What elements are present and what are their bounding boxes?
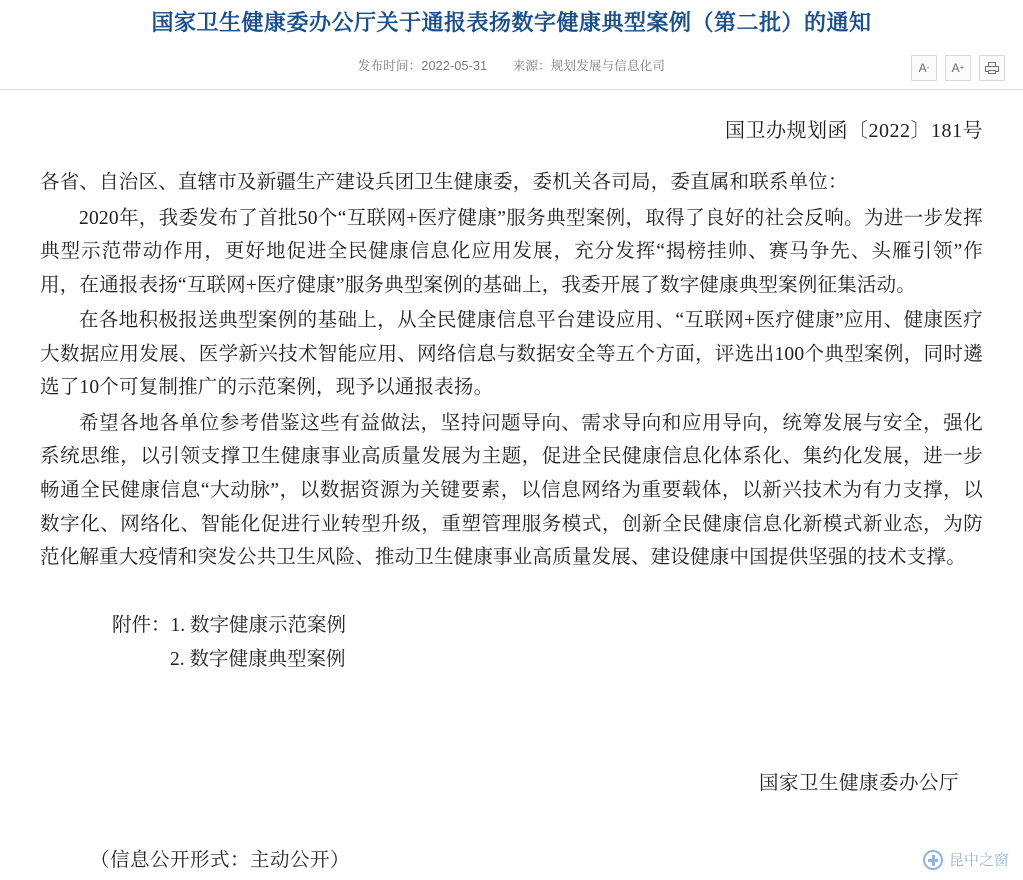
disclosure-note: （信息公开形式：主动公开）	[90, 850, 351, 872]
decrease-font-button[interactable]	[911, 55, 937, 81]
document-number: 国卫办规划函〔2022〕181号	[725, 119, 983, 142]
attachments-label: 附件：	[112, 614, 171, 636]
wechat-logo-icon	[923, 850, 943, 870]
decrease-font-sup: -	[926, 62, 930, 72]
attachments-block	[40, 609, 983, 677]
salutation: 各省、自治区、直辖市及新疆生产建设兵团卫生健康委，委机关各司局，委直属和联系单位：	[40, 172, 848, 194]
toolbar	[911, 55, 1005, 81]
meta-bar	[0, 49, 1023, 90]
print-button[interactable]	[979, 55, 1005, 81]
meta-info	[0, 49, 1023, 83]
source: 来源：规划发展与信息化司	[512, 58, 666, 73]
increase-font-label: A	[951, 60, 960, 75]
watermark-text: 昆中之窗	[948, 852, 1009, 869]
decrease-font-label: A	[918, 60, 927, 75]
publish-time: 发布时间：2022-05-31	[357, 58, 488, 73]
attachment-row	[112, 643, 983, 677]
page-title: 国家卫生健康委办公厅关于通报表扬数字健康典型案例（第二批）的通知	[151, 10, 872, 35]
signature: 国家卫生健康委办公厅	[758, 772, 959, 794]
attachment-item: 1. 数字健康示范案例	[170, 614, 347, 636]
attachment-item: 2. 数字健康典型案例	[170, 648, 346, 670]
paragraph: 希望各地各单位参考借鉴这些有益做法，坚持问题导向、需求导向和应用导向，统筹发展与安全，强化系统思维，以引领支撑卫生健康事业高质量发展为主题，促进全民健康信息化体系化、集约化发展，进一步畅通全民健康信息“大动脉”，以数据资源为关键要素，以信息网络为重要载体，以新兴技术为有力支撑，以数字化、网络化、智能化促进行业转型升级，重塑管理服务模式，创新全民健康信息化新模式新业态，为防范化解重大疫情和突发公共卫生风险、推动卫生健康事业高质量发展、建设健康中国提供坚强的技术支撑。	[40, 412, 983, 569]
watermark	[923, 849, 1009, 870]
document-body	[0, 114, 1023, 878]
increase-font-sup: +	[959, 62, 965, 72]
attachment-row	[112, 609, 983, 643]
increase-font-button[interactable]	[945, 55, 971, 81]
printer-icon	[985, 62, 999, 74]
paragraph: 在各地积极报送典型案例的基础上，从全民健康信息平台建设应用、“互联网+医疗健康”应用、健康医疗大数据应用发展、医学新兴技术智能应用、网络信息与数据安全等五个方面，评选出100个典型案例，同时遴选了10个可复制推广的示范案例，现予以通报表扬。	[40, 310, 983, 399]
paragraph: 2020年，我委发布了首批50个“互联网+医疗健康”服务典型案例，取得了良好的社会反响。为进一步发挥典型示范带动作用，更好地促进全民健康信息化应用发展，充分发挥“揭榜挂帅、赛马争先、头雁引领”作用，在通报表扬“互联网+医疗健康”服务典型案例的基础上，我委开展了数字健康典型案例征集活动。	[40, 207, 983, 296]
